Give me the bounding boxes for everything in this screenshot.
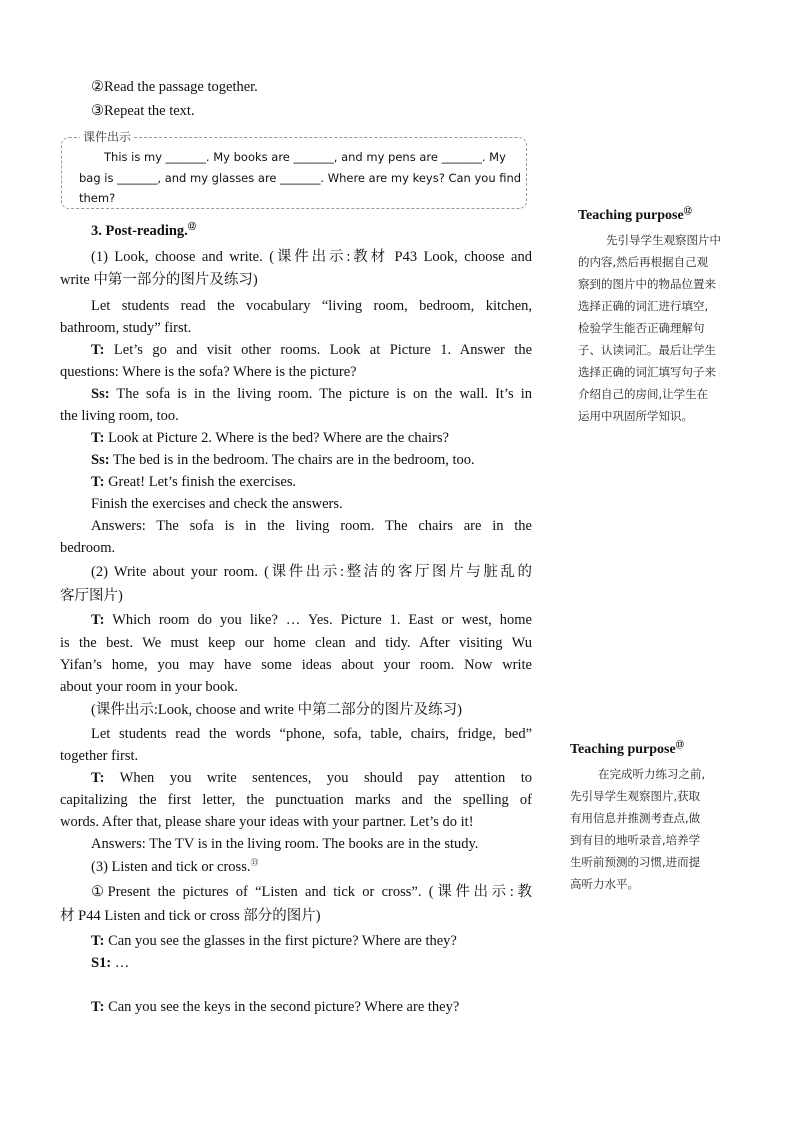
teaching-purpose-title: [570, 741, 684, 759]
speaker-label: Ss:: [91, 386, 110, 402]
purpose2-line: 有用信息并推测考查点,做: [570, 811, 701, 825]
dialogue-text: Which room do you like? … Yes. Picture 1. East or west, home: [112, 612, 532, 628]
dialogue-line: [91, 767, 532, 789]
dialogue-text: Can you see the glasses in the first picture? Where are they?: [108, 933, 457, 949]
speaker-label: T:: [91, 612, 105, 628]
body-line: about your room in your book.: [60, 679, 239, 695]
body-line: words. After that, please share your ideas with your partner. Let’s do it!: [60, 814, 474, 830]
dialogue-line: [91, 609, 532, 631]
body-line: (课件出示:Look, choose and write 中第二部分的图片及练习): [91, 702, 462, 718]
speaker-label: T:: [91, 474, 105, 490]
body-line: Let students read the words “phone, sofa, table, chairs, fridge, bed”: [91, 726, 532, 742]
speaker-label: T:: [91, 933, 105, 949]
post-reading-heading: [91, 220, 196, 242]
courseware-line-1: This is my _______. My books are _______, and my pens are _______. My: [104, 150, 506, 164]
courseware-line-2: bag is _______, and my glasses are _______. Where are my keys? Can you find: [79, 171, 522, 185]
dialogue-text: The bed is in the bedroom. The chairs are in the bedroom, too.: [112, 452, 475, 468]
dialogue-text: Let’s go and visit other rooms. Look at Picture 1. Answer the: [113, 342, 533, 358]
dialogue-text: Can you see the keys in the second picture? Where are they?: [108, 999, 460, 1015]
purpose1-line: 的内容,然后再根据自己观: [578, 255, 709, 269]
body-line: the living room, too.: [60, 408, 179, 424]
purpose2-line: 生听前预测的习惯,进而提: [570, 855, 701, 869]
listen-tick-heading: [91, 856, 258, 878]
courseware-box-label: 课件出示: [80, 129, 134, 145]
dialogue-text: Great! Let’s finish the exercises.: [108, 474, 297, 490]
step-read-together: ②Read the passage together.: [91, 79, 258, 95]
dialogue-line: [91, 996, 459, 1018]
purpose2-line: 在完成听力练习之前,: [598, 767, 706, 781]
speaker-label: S1:: [91, 955, 112, 971]
dialogue-text: When you write sentences, you should pay attention to: [119, 770, 532, 786]
dialogue-line: [91, 339, 532, 361]
footnote-marker-13: ⑬: [250, 858, 259, 868]
dialogue-line: [91, 930, 457, 952]
body-line: 材 P44 Listen and tick or cross 部分的图片): [60, 908, 321, 924]
purpose1-line: 介绍自己的房间,让学生在: [578, 387, 709, 401]
step-repeat-text: ③Repeat the text.: [91, 103, 195, 119]
dialogue-line: [91, 952, 129, 974]
speaker-label: T:: [91, 770, 105, 786]
purpose2-line: 高听力水平。: [570, 877, 639, 891]
body-line: ①Present the pictures of “Listen and tick or cross”. (课件出示:教: [91, 884, 532, 900]
body-line: write 中第一部分的图片及练习): [60, 272, 258, 288]
courseware-line-3: them?: [79, 191, 116, 205]
purpose1-line: 运用中巩固所学知识。: [578, 409, 693, 423]
body-line: (1) Look, choose and write. (课件出示:教材 P43 Look, choose and: [91, 249, 532, 265]
body-line: bedroom.: [60, 540, 116, 556]
purpose1-line: 选择正确的词汇填写句子来: [578, 365, 716, 379]
dialogue-text: The sofa is in the living room. The picture is on the wall. It’s in: [116, 386, 532, 402]
purpose1-line: 选择正确的词汇进行填空,: [578, 299, 709, 313]
speaker-label: T:: [91, 999, 105, 1015]
body-line: (2) Write about your room. (课件出示:整洁的客厅图片与脏乱的: [91, 564, 532, 580]
dialogue-text: …: [114, 955, 130, 971]
purpose2-line: 到有目的地听录音,培养学: [570, 833, 701, 847]
teaching-purpose-title-text: Teaching purpose: [578, 208, 684, 223]
purpose1-line: 察到的图片中的物品位置来: [578, 277, 716, 291]
footnote-marker-13: ⑬: [675, 740, 684, 750]
speaker-label: Ss:: [91, 452, 110, 468]
body-line: is the best. We must keep our home clean and tidy. After visiting Wu: [60, 635, 532, 651]
body-line: capitalizing the first letter, the punctuation marks and the spelling of: [60, 792, 532, 808]
body-line: bathroom, study” first.: [60, 320, 192, 336]
teaching-purpose-title: [578, 207, 692, 225]
dialogue-line: [91, 471, 296, 493]
dialogue-text: Look at Picture 2. Where is the bed? Where are the chairs?: [108, 430, 449, 446]
dialogue-line: [91, 449, 475, 471]
listen-tick-text: (3) Listen and tick or cross.: [91, 859, 251, 875]
purpose1-line: 先引导学生观察图片中: [606, 233, 721, 247]
body-line: together first.: [60, 748, 139, 764]
dialogue-line: [91, 383, 532, 405]
body-line: Yifan’s home, you may have some ideas about your room. Now write: [60, 657, 532, 673]
footnote-marker-12: ⑫: [683, 206, 692, 216]
footnote-marker-12: ⑫: [187, 222, 196, 232]
body-line: Answers: The sofa is in the living room. The chairs are in the: [91, 518, 532, 534]
purpose1-line: 检验学生能否正确理解句: [578, 321, 705, 335]
body-line: Finish the exercises and check the answers.: [91, 496, 343, 512]
body-line: Answers: The TV is in the living room. The books are in the study.: [91, 836, 479, 852]
speaker-label: T:: [91, 342, 105, 358]
body-line: questions: Where is the sofa? Where is the picture?: [60, 364, 357, 380]
purpose2-line: 先引导学生观察图片,获取: [570, 789, 701, 803]
speaker-label: T:: [91, 430, 105, 446]
teaching-purpose-title-text: Teaching purpose: [570, 742, 676, 757]
body-line: 客厅图片): [60, 588, 123, 604]
body-line: Let students read the vocabulary “living room, bedroom, kitchen,: [91, 298, 532, 314]
purpose1-line: 子、认读词汇。最后让学生: [578, 343, 716, 357]
dialogue-line: [91, 427, 449, 449]
post-reading-heading-text: 3. Post-reading.: [91, 223, 188, 239]
